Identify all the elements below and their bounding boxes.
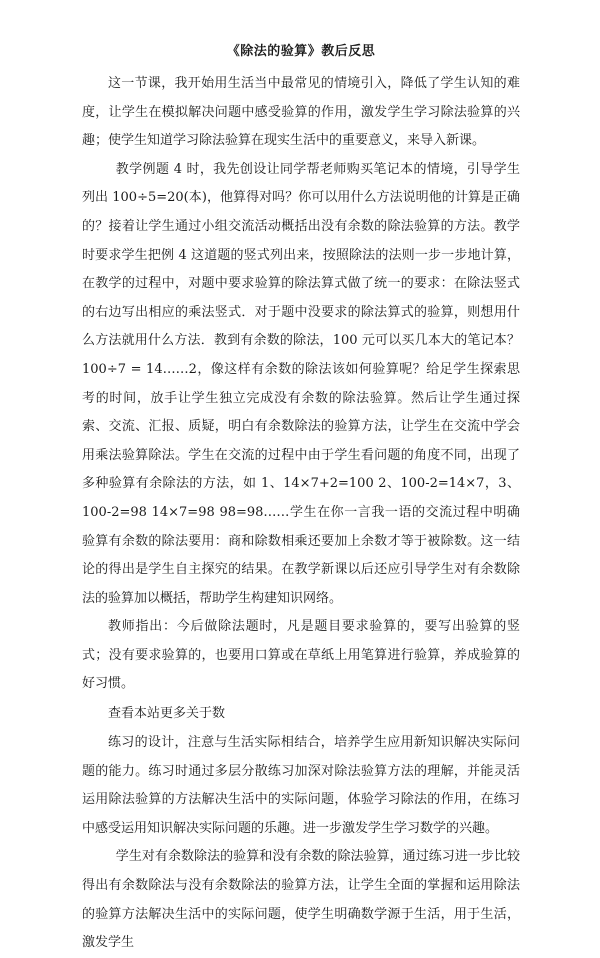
- paragraph-example-4: 教学例题 4 时，我先创设让同学帮老师购买笔记本的情境，引导学生列出 100÷5=20(本)，他算得对吗？你可以用什么方法说明他的计算是正确的？接着让学生通过小组交流活动概括出没有余数的除法验算的方法。教学时要求学生把例 4 这道题的竖式列出来，按照除法的法则一步一步地计算，在教学的过程中，对题中要求验算的除法算式做了统一的要求：在除法竖式的右边写出相应的乘法竖式．对于题中没要求的除法算式的验算，则想用什么方法就用什么方法．教到有余数的除法，100 元可以买几本大的笔记本？100÷7 = 14……2，像这样有余数的除法该如何验算呢？给足学生探索思考的时间，放手让学生独立完成没有余数的除法验算。然后让学生通过探索、交流、汇报、质疑，明白有余数除法的验算方法，让学生在交流中学会用乘法验算除法。学生在交流的过程中由于学生看问题的角度不同，出现了多种验算有余除法的方法，如 1、14×7+2=100 2、100-2=14×7，3、100-2=98 14×7=98 98=98……学生在你一言我一语的交流过程中明确验算有余数的除法要用：商和除数相乘还要加上余数才等于被除数。这一结论的得出是学生自主探究的结果。在教学新课以后还应引导学生对有余数除法的验算加以概括，帮助学生构建知识网络。: [82, 161, 520, 606]
- paragraph-teacher-note: 教师指出：今后做除法题时，凡是题目要求验算的，要写出验算的竖式；没有要求验算的，也要用口算或在草纸上用笔算进行验算，养成验算的好习惯。: [82, 619, 520, 692]
- paragraph-intro: 这一节课，我开始用生活当中最常见的情境引入，降低了学生认知的难度，让学生在模拟解决问题中感受验算的作用，激发学生学习除法验算的兴趣；使学生知道学习除法验算在现实生活中的重要意义，来导入新课。: [82, 76, 520, 149]
- paragraph-comparison: 学生对有余数除法的验算和没有余数的除法验算，通过练习进一步比较得出有余数除法与没有余数除法的验算方法，让学生全面的掌握和运用除法的验算方法解决生活中的实际问题，使学生明确数学源于生活，用于生活，激发学生: [82, 849, 520, 951]
- document-title: 《除法的验算》教后反思: [226, 44, 376, 59]
- document-page: [82, 38, 520, 958]
- site-more-link[interactable]: 查看本站更多关于数: [108, 706, 226, 722]
- paragraph-practice-design: 练习的设计，注意与生活实际相结合，培养学生应用新知识解决实际问题的能力。练习时通过多层分散练习加深对除法验算方法的理解，并能灵活运用除法验算的方法解决生活中的实际问题，体验学习除法的作用，在练习中感受运用知识解决实际问题的乐趣。进一步激发学生学习数学的兴趣。: [82, 735, 520, 836]
